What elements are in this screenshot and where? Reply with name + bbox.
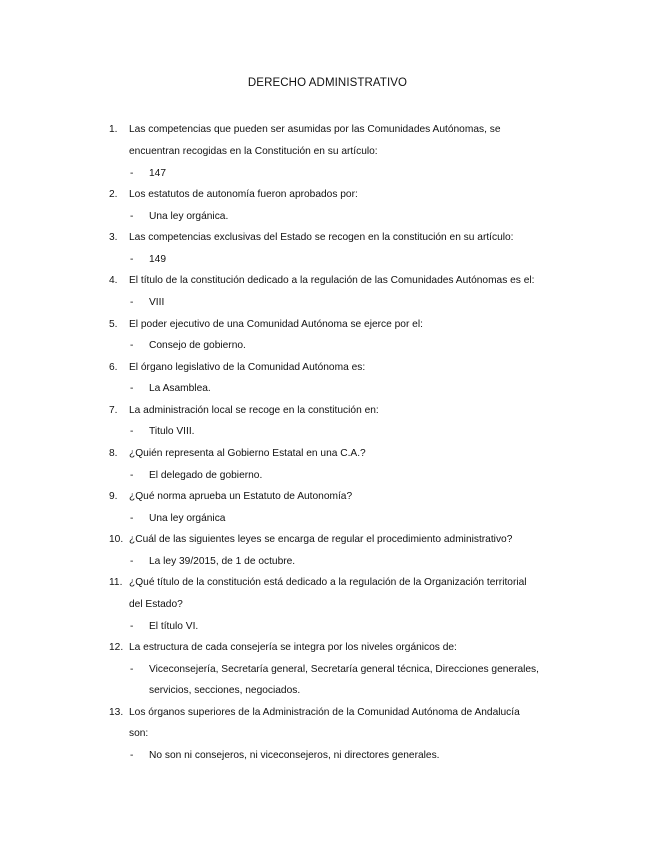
- question-number: 9.: [109, 491, 118, 502]
- question-text: El poder ejecutivo de una Comunidad Autónoma se ejerce por el:: [129, 319, 423, 330]
- question-number: 6.: [109, 362, 118, 373]
- question-text: El título de la constitución dedicado a la regulación de las Comunidades Autónomas es el:: [129, 275, 535, 286]
- answer-bullet: -: [130, 664, 134, 675]
- answer-text: El delegado de gobierno.: [149, 470, 263, 481]
- answer-text: servicios, secciones, negociados.: [149, 685, 301, 696]
- question-text: El órgano legislativo de la Comunidad Autónoma es:: [129, 362, 366, 373]
- answer-text: La ley 39/2015, de 1 de octubre.: [149, 556, 296, 567]
- answer-bullet: -: [130, 750, 134, 761]
- answer-text: VIII: [149, 297, 165, 308]
- answer-bullet: -: [130, 621, 134, 632]
- answer-bullet: -: [130, 470, 134, 481]
- question-text: encuentran recogidas en la Constitución en su artículo:: [129, 146, 378, 157]
- question-text: ¿Qué título de la constitución está dedicado a la regulación de la Organización territorial: [129, 577, 527, 588]
- question-text: La estructura de cada consejería se integra por los niveles orgánicos de:: [129, 642, 457, 653]
- answer-text: 149: [149, 254, 166, 265]
- question-text: son:: [129, 728, 149, 739]
- answer-text: El título VI.: [149, 621, 199, 632]
- answer-text: Titulo VIII.: [149, 426, 195, 437]
- question-number: 2.: [109, 189, 118, 200]
- document-title: DERECHO ADMINISTRATIVO: [247, 77, 408, 89]
- answer-text: Consejo de gobierno.: [149, 340, 246, 351]
- question-text: ¿Qué norma aprueba un Estatuto de Autonomía?: [129, 491, 353, 502]
- question-number: 10.: [109, 534, 124, 545]
- answer-bullet: -: [130, 254, 134, 265]
- answer-bullet: -: [130, 383, 134, 394]
- question-number: 11.: [109, 577, 123, 588]
- answer-text: Una ley orgánica.: [149, 211, 229, 222]
- answer-text: La Asamblea.: [149, 383, 211, 394]
- answer-text: Una ley orgánica: [149, 513, 226, 524]
- question-number: 4.: [109, 275, 118, 286]
- question-number: 8.: [109, 448, 118, 459]
- question-text: del Estado?: [129, 599, 183, 610]
- question-text: Los estatutos de autonomía fueron aprobados por:: [129, 189, 358, 200]
- question-text: Las competencias que pueden ser asumidas por las Comunidades Autónomas, se: [129, 124, 501, 135]
- question-number: 12.: [109, 642, 124, 653]
- question-number: 7.: [109, 405, 118, 416]
- answer-bullet: -: [130, 340, 134, 351]
- answer-text: Viceconsejería, Secretaría general, Secretaría general técnica, Direcciones generales,: [149, 664, 539, 675]
- answer-text: No son ni consejeros, ni viceconsejeros, ni directores generales.: [149, 750, 440, 761]
- answer-bullet: -: [130, 556, 134, 567]
- question-number: 13.: [109, 707, 124, 718]
- question-number: 1.: [109, 124, 118, 135]
- question-number: 3.: [109, 232, 118, 243]
- question-text: La administración local se recoge en la constitución en:: [129, 405, 379, 416]
- question-text: ¿Cuál de las siguientes leyes se encarga de regular el procedimiento administrativo?: [129, 534, 513, 545]
- question-number: 5.: [109, 319, 118, 330]
- answer-bullet: -: [130, 297, 134, 308]
- answer-bullet: -: [130, 168, 134, 179]
- question-text: ¿Quién representa al Gobierno Estatal en una C.A.?: [129, 448, 366, 459]
- answer-bullet: -: [130, 426, 134, 437]
- question-text: Los órganos superiores de la Administración de la Comunidad Autónoma de Andalucía: [129, 707, 520, 718]
- answer-bullet: -: [130, 513, 134, 524]
- answer-text: 147: [149, 168, 166, 179]
- answer-bullet: -: [130, 211, 134, 222]
- question-text: Las competencias exclusivas del Estado se recogen en la constitución en su artículo:: [129, 232, 514, 243]
